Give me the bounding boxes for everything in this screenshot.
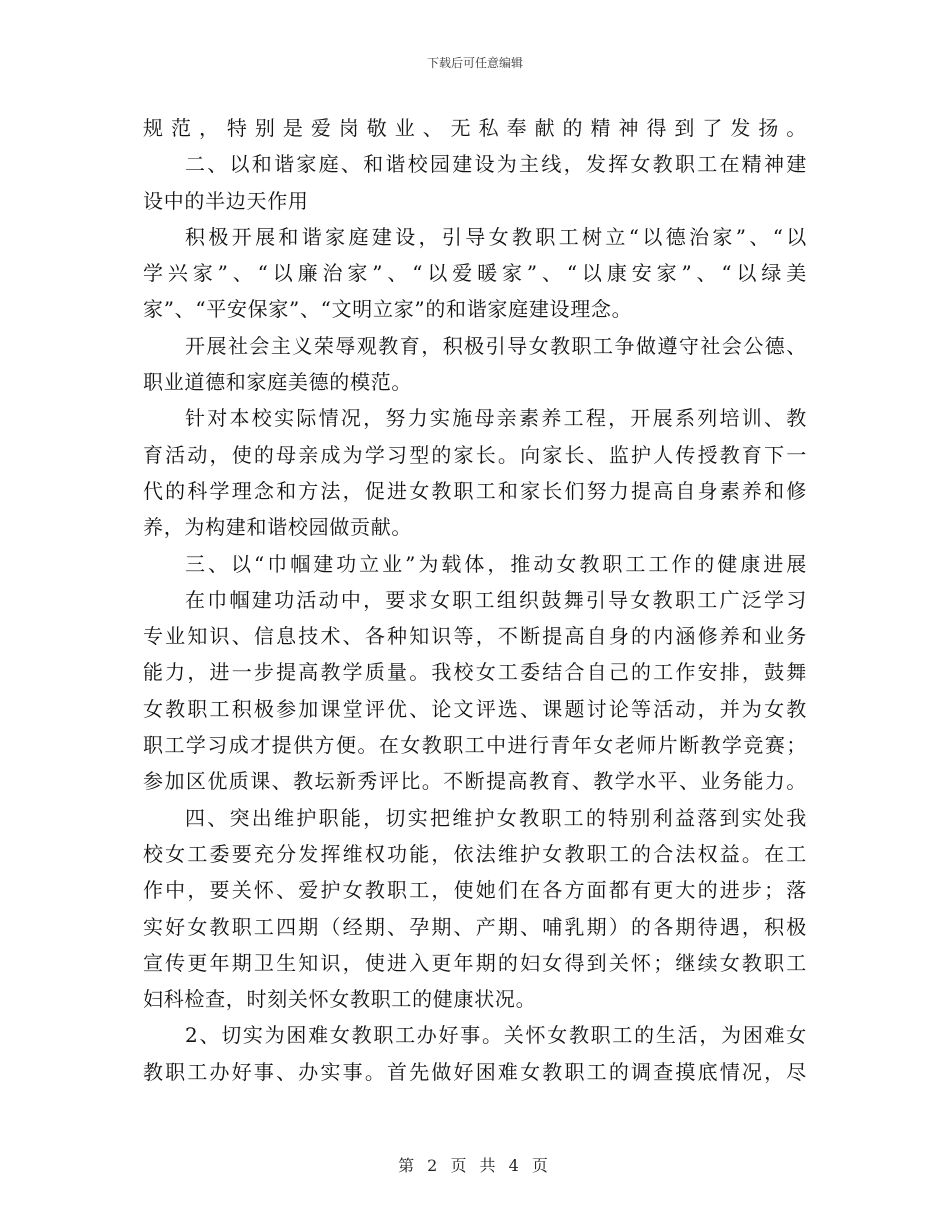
text-line: 妇科检查，时刻关怀女教职工的健康状况。 bbox=[143, 987, 537, 1012]
text-line: 家”、“平安保家”、“文明立家”的和谐家庭建设理念。 bbox=[143, 297, 633, 322]
section-heading-3: 三、以“巾帼建功立业”为载体，推动女教职工工作的健康进展 bbox=[185, 551, 807, 576]
text-line: 职工学习成才提供方便。在女教职工中进行青年女老师片断教学竞赛； bbox=[143, 733, 807, 758]
section-heading-2: 二、以和谐家庭、和谐校园建设为主线，发挥女教职工在精神建 bbox=[185, 152, 807, 177]
text-line: 开展社会主义荣辱观教育，积极引导女教职工争做遵守社会公德、 bbox=[185, 333, 807, 358]
text-line: 育活动，使的母亲成为学习型的家长。向家长、监护人传授教育下一 bbox=[143, 442, 807, 467]
page-header-note: 下载后可任意编辑 bbox=[426, 56, 523, 70]
text-line: 校女工委要充分发挥维权功能，依法维护女教职工的合法权益。在工 bbox=[143, 841, 807, 866]
text-line: 规范，特别是爱岗敬业、无私奉献的精神得到了发扬。 bbox=[143, 116, 807, 140]
text-line: 能力，进一步提高教学质量。我校女工委结合自己的工作安排，鼓舞 bbox=[143, 660, 807, 685]
text-line: 作中，要关怀、爱护女教职工，使她们在各方面都有更大的进步；落 bbox=[143, 878, 807, 903]
text-line: 实好女教职工四期（经期、孕期、产期、哺乳期）的各期待遇，积极 bbox=[143, 914, 807, 939]
text-line: 积极开展和谐家庭建设，引导女教职工树立“以德治家”、“以 bbox=[185, 224, 807, 249]
text-line: 宣传更年期卫生知识，使进入更年期的妇女得到关怀；继续女教职工 bbox=[143, 950, 807, 975]
text-line: 养，为构建和谐校园做贡献。 bbox=[143, 515, 413, 540]
page-number: 第 2 页 共 4 页 bbox=[398, 1156, 552, 1175]
text-line: 在巾帼建功活动中，要求女职工组织鼓舞引导女教职工广泛学习 bbox=[185, 587, 807, 612]
text-line: 专业知识、信息技术、各种知识等，不断提高自身的内涵修养和业务 bbox=[143, 624, 807, 649]
text-line: 职业道德和家庭美德的模范。 bbox=[143, 370, 413, 395]
body-text bbox=[143, 110, 807, 1090]
text-line: 女教职工积极参加课堂评优、论文评选、课题讨论等活动，并为女教 bbox=[143, 696, 807, 721]
text-line: 教职工办好事、办实事。首先做好困难女教职工的调查摸底情况，尽 bbox=[143, 1059, 807, 1084]
text-line: 学兴家”、“以廉治家”、“以爱暖家”、“以康安家”、“以绿美 bbox=[143, 261, 807, 286]
text-line: 代的科学理念和方法，促进女教职工和家长们努力提高自身素养和修 bbox=[143, 478, 807, 503]
section-heading-4: 四、突出维护职能，切实把维护女教职工的特别利益落到实处我 bbox=[185, 805, 807, 830]
text-line: 2、切实为困难女教职工办好事。关怀女教职工的生活，为困难女 bbox=[185, 1023, 807, 1048]
text-line: 参加区优质课、教坛新秀评比。不断提高教育、教学水平、业务能力。 bbox=[143, 769, 807, 794]
text-line: 针对本校实际情况，努力实施母亲素养工程，开展系列培训、教 bbox=[185, 406, 807, 431]
text-line: 设中的半边天作用 bbox=[143, 188, 309, 213]
